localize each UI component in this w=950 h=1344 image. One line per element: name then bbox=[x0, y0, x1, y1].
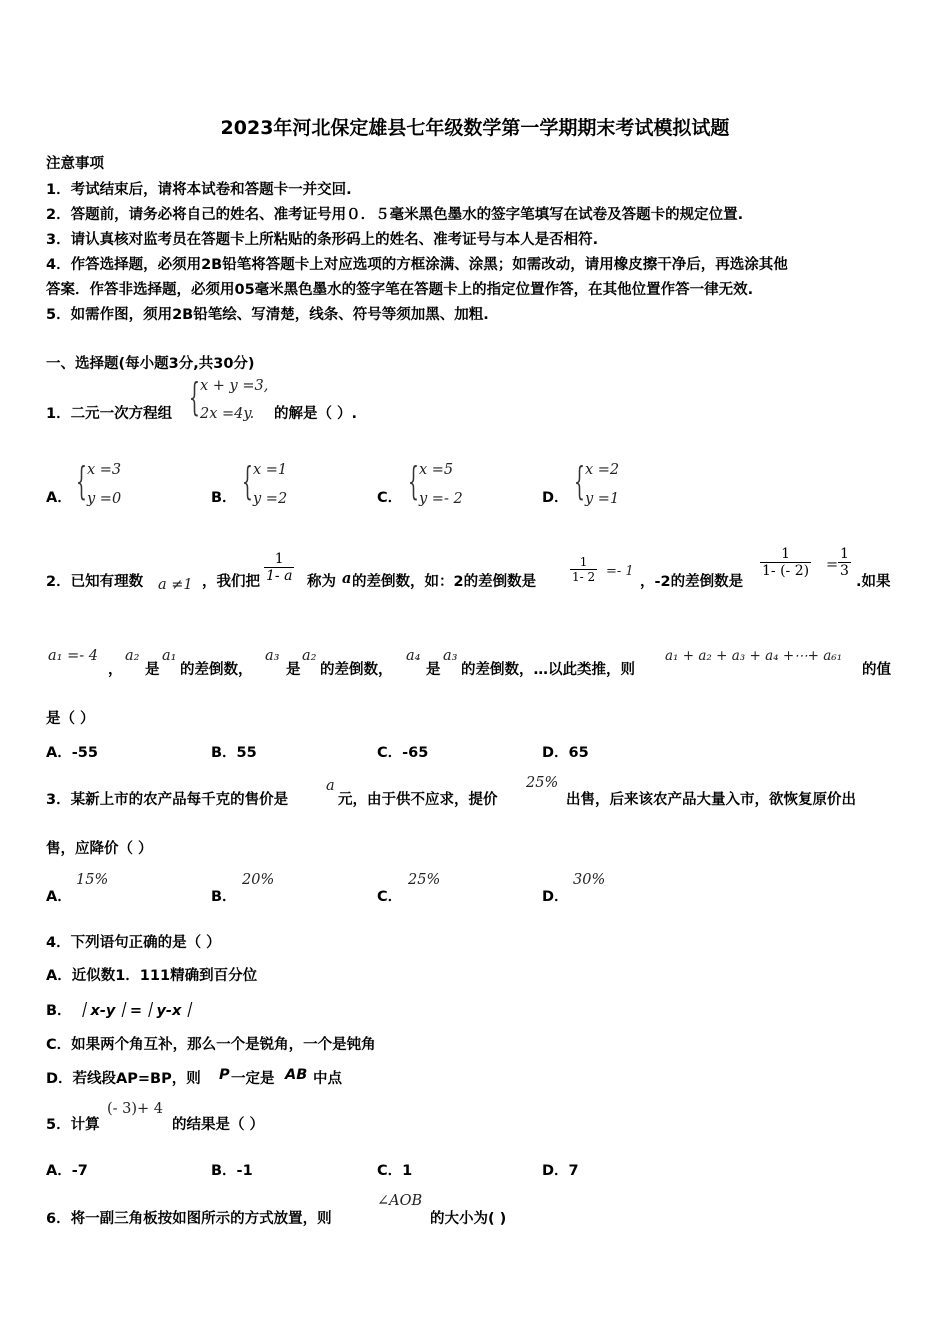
q2-text: 是 bbox=[286, 662, 301, 678]
q2-math: a bbox=[342, 570, 352, 587]
q1-option-b-l1: x =1 bbox=[253, 462, 288, 478]
q4-option-d-text: D．若线段AP=BP，则 bbox=[46, 1071, 201, 1087]
q3-option-a-value: 15% bbox=[76, 872, 109, 888]
fraction-denominator: 1- (- 2) bbox=[762, 563, 810, 579]
q1-option-d-l1: x =2 bbox=[585, 462, 620, 478]
q1-option-a-l2: y =0 bbox=[87, 491, 122, 507]
q4-option-b-label: B． bbox=[46, 1003, 72, 1019]
notice-item: 1．考试结束后，请将本试卷和答题卡一并交回. bbox=[46, 182, 352, 198]
fraction-denominator: 3 bbox=[840, 563, 849, 579]
q2-option-b: B．55 bbox=[211, 745, 257, 761]
q2-text: 的差倒数， bbox=[320, 662, 393, 678]
q2-fraction bbox=[760, 546, 811, 579]
q1-prefix: 1．二元一次方程组 bbox=[46, 406, 173, 422]
q5-math: (- 3)+ 4 bbox=[107, 1101, 164, 1117]
q2-math: a ≠1 bbox=[158, 577, 193, 593]
q2-math: a₁ + a₂ + a₃ + a₄ +⋯+ a₆₁ bbox=[665, 648, 843, 664]
q2-text: 的差倒数，如：2的差倒数是 bbox=[352, 574, 537, 590]
q3-text: 出售，后来该农产品大量入市，欲恢复原价出 bbox=[566, 792, 856, 808]
q4-option-d-var: P bbox=[219, 1067, 230, 1083]
q5-option-c: C．1 bbox=[377, 1163, 413, 1179]
q4-option-c: C．如果两个角互补，那么一个是锐角，一个是钝角 bbox=[46, 1037, 376, 1053]
q1-option-c-label: C． bbox=[377, 490, 403, 506]
page-title: 2023年河北保定雄县七年级数学第一学期期末考试模拟试题 bbox=[220, 117, 730, 139]
q2-text: 的值 bbox=[862, 662, 891, 678]
q1-option-b-l2: y =2 bbox=[253, 491, 288, 507]
q3-option-b-value: 20% bbox=[242, 872, 275, 888]
fraction-denominator: 1- a bbox=[266, 568, 293, 584]
q1-suffix: 的解是（ ）. bbox=[274, 406, 358, 422]
q1-option-c-l1: x =5 bbox=[419, 462, 454, 478]
q3-option-c-value: 25% bbox=[408, 872, 441, 888]
q2-text: .如果 bbox=[856, 574, 891, 590]
q1-option-d-label: D． bbox=[542, 490, 569, 506]
q2-math: a₃ bbox=[265, 648, 280, 664]
fraction-numerator: 1 bbox=[264, 551, 294, 568]
q3-option-b-label: B． bbox=[211, 889, 237, 905]
q2-text: ，我们把 bbox=[202, 574, 260, 590]
q2-option-d: D．65 bbox=[542, 745, 589, 761]
q5-option-a: A．-7 bbox=[46, 1163, 88, 1179]
q6-text: 6．将一副三角板按如图所示的方式放置，则 bbox=[46, 1211, 332, 1227]
q2-text: ， bbox=[108, 662, 123, 678]
q2-math: a₄ bbox=[406, 648, 421, 664]
q2-math: a₂ bbox=[302, 648, 317, 664]
q1-option-d-l2: y =1 bbox=[585, 491, 620, 507]
fraction-numerator: 1 bbox=[840, 546, 849, 562]
q2-text: 的差倒数， bbox=[180, 662, 253, 678]
q1-option-b-label: B． bbox=[211, 490, 237, 506]
q5-option-b: B．-1 bbox=[211, 1163, 253, 1179]
system-brace: { bbox=[189, 375, 200, 419]
q2-fraction bbox=[570, 555, 597, 584]
q1-eq2: 2x =4y. bbox=[200, 406, 255, 422]
notice-heading: 注意事项 bbox=[46, 156, 104, 172]
notice-item: 3．请认真核对监考员在答题卡上所粘贴的条形码上的姓名、准考证号与本人是否相符. bbox=[46, 232, 599, 248]
q2-text: ，-2的差倒数是 bbox=[640, 574, 744, 590]
q1-option-a-label: A． bbox=[46, 490, 72, 506]
q6-math: ∠AOB bbox=[377, 1193, 423, 1209]
q5-text: 5．计算 bbox=[46, 1117, 100, 1133]
q4-option-d-text: 中点 bbox=[313, 1071, 342, 1087]
q4-stem: 4．下列语句正确的是（ ） bbox=[46, 935, 221, 951]
system-brace: { bbox=[574, 459, 585, 503]
q4-option-a: A．近似数1．111精确到百分位 bbox=[46, 968, 258, 984]
fraction-denominator: 1- 2 bbox=[572, 570, 596, 584]
q3-text: 元，由于供不应求，提价 bbox=[338, 792, 498, 808]
q2-option-c: C．-65 bbox=[377, 745, 429, 761]
q3-text: 售，应降价（ ） bbox=[46, 841, 153, 857]
q3-text: 3．某新上市的农产品每千克的售价是 bbox=[46, 792, 289, 808]
system-brace: { bbox=[242, 459, 253, 503]
q2-math: = bbox=[826, 557, 839, 573]
q6-text: 的大小为( ) bbox=[430, 1211, 507, 1227]
q2-text: 是（ ） bbox=[46, 711, 95, 727]
q2-option-a: A．-55 bbox=[46, 745, 98, 761]
q2-math: a₂ bbox=[125, 648, 140, 664]
notice-item: 答案．作答非选择题，必须用05毫米黑色墨水的签字笔在答题卡上的指定位置作答，在其他位置作答一律无效. bbox=[46, 282, 754, 298]
fraction-numerator: 1 bbox=[760, 546, 811, 563]
q1-eq1: x + y =3, bbox=[200, 378, 269, 394]
q2-fraction bbox=[838, 546, 851, 579]
q3-option-d-value: 30% bbox=[573, 872, 606, 888]
q1-option-a-l1: x =3 bbox=[87, 462, 122, 478]
q2-fraction bbox=[264, 551, 294, 584]
notice-item: 2．答题前，请务必将自己的姓名、准考证号用０．５毫米黑色墨水的签字笔填写在试卷及答题卡的规定位置. bbox=[46, 207, 744, 223]
q3-math: 25% bbox=[526, 775, 559, 791]
q2-text: 称为 bbox=[307, 574, 336, 590]
q2-text: 的差倒数，…以此类推，则 bbox=[461, 662, 635, 678]
system-brace: { bbox=[76, 459, 87, 503]
q2-math: a₁ bbox=[162, 648, 177, 664]
q2-text: 是 bbox=[426, 662, 441, 678]
q4-option-d-var: AB bbox=[285, 1067, 308, 1083]
q4-option-b-expr: ｜x-y｜=｜y-x｜ bbox=[76, 1003, 196, 1019]
notice-item: 4．作答选择题，必须用2B铅笔将答题卡上对应选项的方框涂满、涂黑；如需改动，请用橡皮擦干净后，再选涂其他 bbox=[46, 257, 788, 273]
q4-option-d-text: 一定是 bbox=[231, 1071, 275, 1087]
q2-math: a₁ =- 4 bbox=[48, 648, 98, 664]
q5-text: 的结果是（ ） bbox=[172, 1117, 265, 1133]
q3-option-c-label: C． bbox=[377, 889, 403, 905]
q1-option-c-l2: y =- 2 bbox=[419, 491, 463, 507]
notice-item: 5．如需作图，须用2B铅笔绘、写清楚，线条、符号等须加黑、加粗. bbox=[46, 307, 489, 323]
fraction-numerator: 1 bbox=[570, 555, 597, 570]
q2-math: =- 1 bbox=[606, 564, 634, 579]
q3-option-a-label: A． bbox=[46, 889, 72, 905]
q2-text: 2．已知有理数 bbox=[46, 574, 144, 590]
q3-option-d-label: D． bbox=[542, 889, 569, 905]
q2-math: a₃ bbox=[443, 648, 458, 664]
system-brace: { bbox=[408, 459, 419, 503]
q5-option-d: D．7 bbox=[542, 1163, 579, 1179]
q3-math: a bbox=[326, 778, 335, 794]
q2-text: 是 bbox=[145, 662, 160, 678]
section-heading: 一、选择题(每小题3分,共30分) bbox=[46, 356, 255, 372]
